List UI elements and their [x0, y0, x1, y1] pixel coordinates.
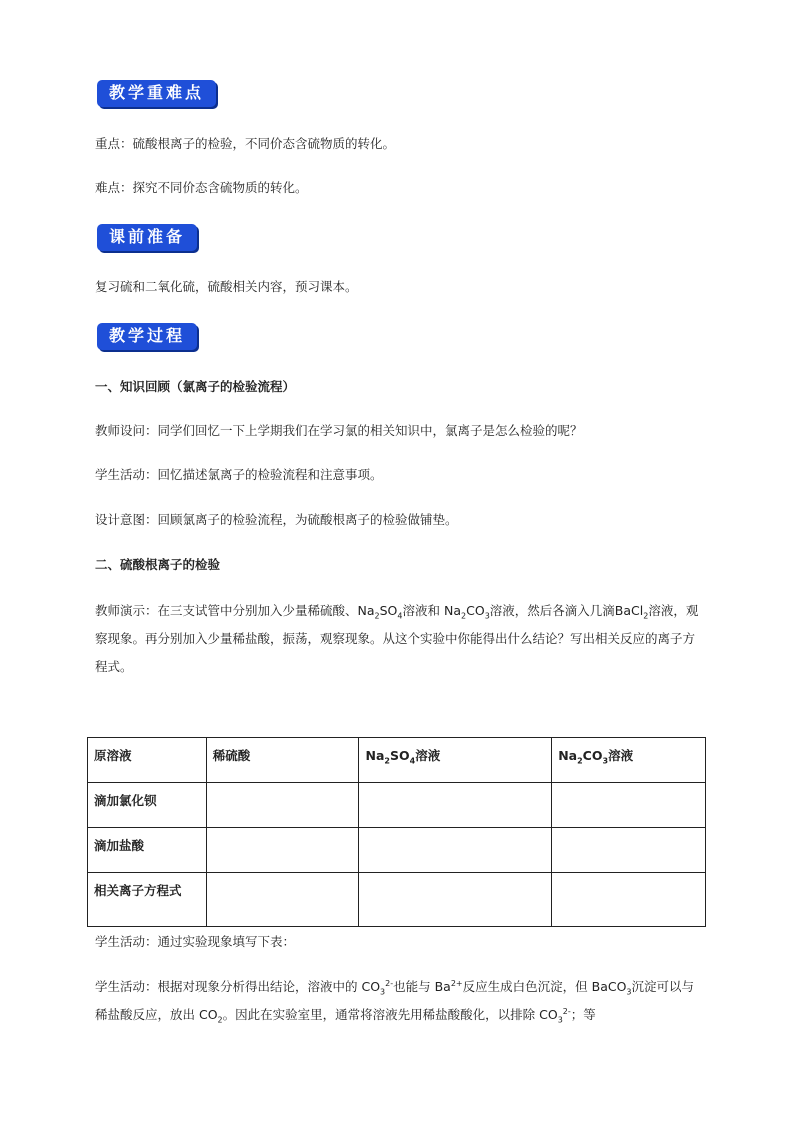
difficult-point-text: 难点：探究不同价态含硫物质的转化。: [95, 180, 308, 195]
table-cell: [552, 828, 706, 873]
table-header-cell: 稀硫酸: [206, 738, 359, 783]
table-cell: [206, 828, 359, 873]
table-cell: [552, 783, 706, 828]
design-intent: 设计意图：回顾氯离子的检验流程，为硫酸根离子的检验做铺垫。: [95, 512, 458, 527]
table-cell: [206, 783, 359, 828]
demo-text-4: 溶液，观察现象。再分别加入少量稀盐酸，振荡，观察现象。从这个实验中你能得出什么结论？写出相关反应的离子方程式。: [95, 603, 699, 674]
experiment-table: [87, 737, 706, 927]
table-header-cell: $Na_2CO_3$溶液: [552, 738, 706, 783]
conclusion-text-3: 反应生成白色沉淀，但 BaCO: [462, 979, 627, 994]
formula-bacl2: BaCl$_2$: [614, 603, 649, 621]
part2-heading: 二、硫酸根离子的检验: [95, 557, 221, 572]
conclusion-text-4: 沉淀可以与稀盐酸反应，放出 CO: [95, 979, 695, 1022]
conclusion-paragraph: 学生活动：根据对现象分析得出结论，溶液中的 $CO_3^{2-}$也能与 $Ba^{2+}$反应生成白色沉淀，但 BaCO$_3$沉淀可以与稀盐酸反应，放出 $CO_2$。因此在实验室里，通常将溶液先用稀盐酸酸化，以排除 $CO_3^{2-}$；等: [95, 978, 695, 1025]
table-cell: [359, 873, 552, 927]
part1-heading: 一、知识回顾（氯离子的检验流程）: [95, 379, 296, 394]
section-badge-difficulty: 教学重难点: [97, 80, 216, 107]
section-badge-preparation: 课前准备: [97, 224, 197, 251]
table-cell: [552, 873, 706, 927]
table-row: [88, 783, 706, 828]
formula-na2so4: $Na_2SO_4$: [357, 603, 403, 621]
conclusion-text-2: 也能与 Ba: [393, 979, 451, 994]
table-row-label: 滴加盐酸: [88, 828, 207, 873]
student-fill-table-text: 学生活动：通过实验现象填写下表：: [95, 934, 296, 949]
table-row-label: 滴加氯化钡: [88, 783, 207, 828]
table-row-label: 相关离子方程式: [88, 873, 207, 927]
key-point-text: 重点：硫酸根离子的检验，不同价态含硫物质的转化。: [95, 136, 396, 151]
table-row: [88, 873, 706, 927]
table-row: [88, 828, 706, 873]
conclusion-text-6: ；等: [570, 1007, 596, 1022]
demo-text-2: 溶液和: [402, 603, 441, 618]
section-badge-process: 教学过程: [97, 323, 197, 350]
teacher-question: 教师设问：同学们回忆一下上学期我们在学习氯的相关知识中，氯离子是怎么检验的呢？: [95, 423, 583, 438]
table-cell: [206, 873, 359, 927]
table-cell: [359, 828, 552, 873]
preparation-text: 复习硫和二氧化硫，硫酸相关内容，预习课本。: [95, 279, 358, 294]
formula-na2co3: $Na_2CO_3$: [444, 603, 490, 621]
student-activity-recall: 学生活动：回忆描述氯离子的检验流程和注意事项。: [95, 467, 383, 482]
table-header-cell: 原溶液: [88, 738, 207, 783]
teacher-demo-paragraph: [95, 597, 705, 681]
table-cell: [359, 783, 552, 828]
conclusion-text-1: 学生活动：根据对现象分析得出结论，溶液中的 CO: [95, 979, 381, 994]
conclusion-text-5: 。因此在实验室里，通常将溶液先用稀盐酸酸化，以排除 CO: [222, 1007, 558, 1022]
demo-text-1: 教师演示：在三支试管中分别加入少量稀硫酸、: [95, 603, 358, 618]
table-header-cell: $Na_2SO_4$溶液: [359, 738, 552, 783]
demo-text-3: 溶液，然后各滴入几滴: [489, 603, 615, 618]
table-header-row: [88, 738, 706, 783]
